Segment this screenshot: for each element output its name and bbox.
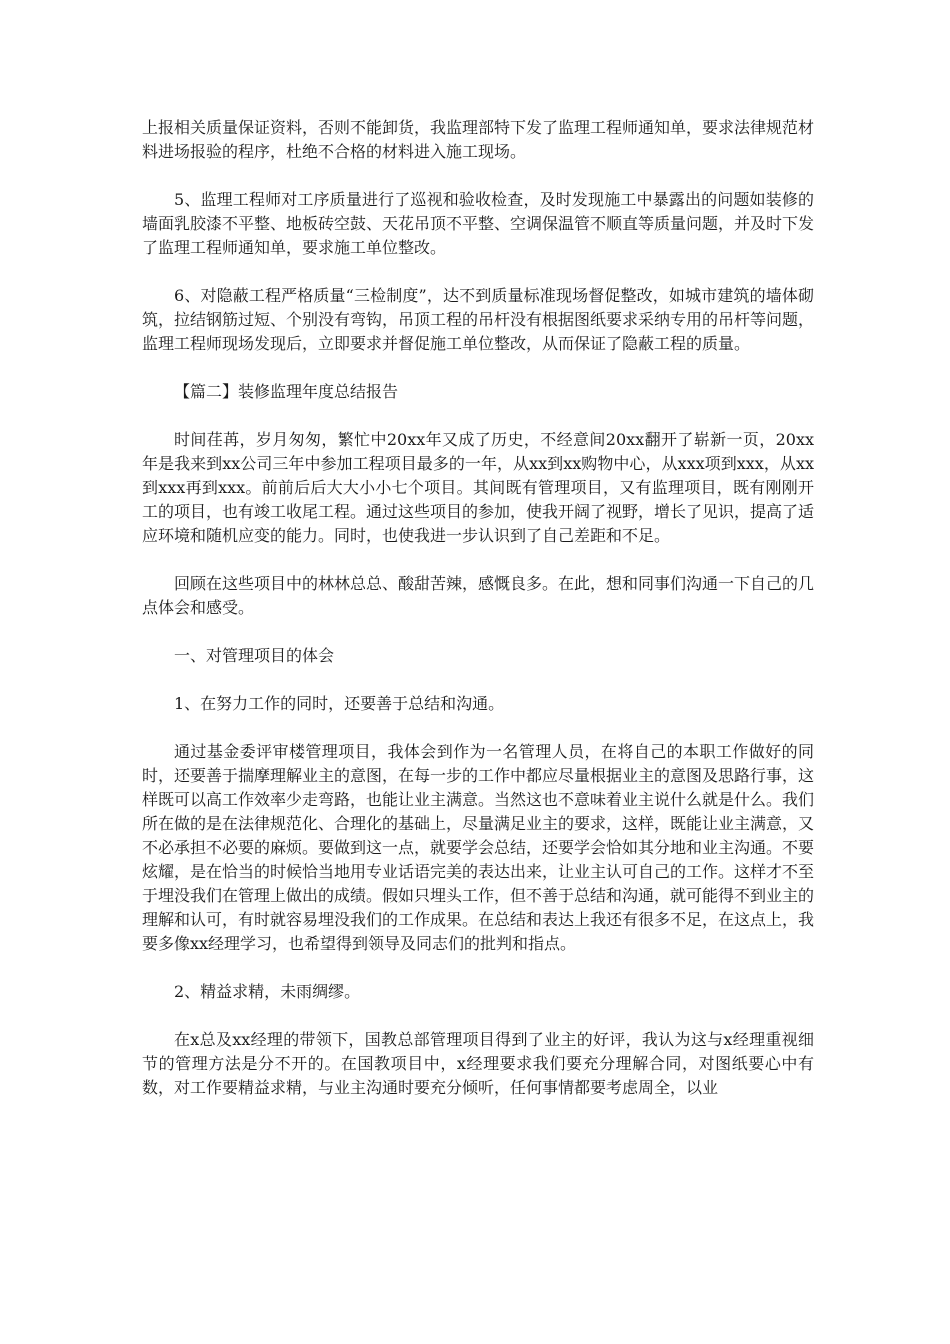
subheading-management: 一、对管理项目的体会 (174, 646, 335, 665)
paragraph-1: 上报相关质量保证资料，否则不能卸货，我监理部特下发了监理工程师通知单，要求法律规范材料进场报验的程序，杜绝不合格的材料进入施工现场。 (142, 118, 815, 161)
paragraph-intro: 时间荏苒，岁月匆匆，繁忙中20xx年又成了历史，不经意间20xx翻开了崭新一页，20xx年是我来到xx公司三年中参加工程项目最多的一年，从xx到xx购物中心，从xxx项到xxx，从xx到xxx再到xxx。前前后后大大小小七个项目。其间既有管理项目，又有监理项目，既有刚刚开工的项目，也有竣工收尾工程。通过这些项目的参加，使我开阔了视野，增长了见识，提高了适应环境和随机应变的能力。同时，也使我进一步认识到了自己差距和不足。 (142, 430, 815, 545)
paragraph-item-5: 5、监理工程师对工序质量进行了巡视和验收检查，及时发现施工中暴露出的问题如装修的墙面乳胶漆不平整、地板砖空鼓、天花吊顶不平整、空调保温管不顺直等质量问题，并及时下发了监理工程师通知单，要求施工单位整改。 (142, 190, 815, 257)
paragraph-item-6: 6、对隐蔽工程严格质量“三检制度”，达不到质量标准现场督促整改，如城市建筑的墙体砌筑，拉结钢筋过短、个别没有弯钩，吊顶工程的吊杆没有根据图纸要求采纳专用的吊杆等问题，监理工程师现场发现后，立即要求并督促施工单位整改，从而保证了隐蔽工程的质量。 (142, 286, 815, 353)
subheading-point-1: 1、在努力工作的同时，还要善于总结和沟通。 (174, 694, 505, 713)
paragraph-point-1-body: 通过基金委评审楼管理项目，我体会到作为一名管理人员，在将自己的本职工作做好的同时，还要善于揣摩理解业主的意图，在每一步的工作中都应尽量根据业主的意图及思路行事，这样既可以高工作效率少走弯路，也能让业主满意。当然这也不意味着业主说什么就是什么。我们所在做的是在法律规范化、合理化的基础上，尽量满足业主的要求，这样，既能让业主满意，又不必承担不必要的麻烦。要做到这一点，就要学会总结，还要学会恰如其分地和业主沟通。不要炫耀，是在恰当的时候恰当地用专业话语完美的表达出来，让业主认可自己的工作。这样才不至于埋没我们在管理上做出的成绩。假如只埋头工作，但不善于总结和沟通，就可能得不到业主的理解和认可，有时就容易埋没我们的工作成果。在总结和表达上我还有很多不足，在这点上，我要多像xx经理学习，也希望得到领导及同志们的批判和指点。 (142, 742, 815, 953)
subheading-point-2: 2、精益求精，未雨绸缪。 (174, 982, 361, 1001)
paragraph-point-2-body: 在x总及xx经理的带领下，国教总部管理项目得到了业主的好评，我认为这与x经理重视细节的管理方法是分不开的。在国教项目中，x经理要求我们要充分理解合同，对图纸要心中有数，对工作要精益求精，与业主沟通时要充分倾听，任何事情都要考虑周全，以业 (142, 1030, 814, 1097)
section-heading: 【篇二】装修监理年度总结报告 (174, 382, 399, 401)
paragraph-review: 回顾在这些项目中的林林总总、酸甜苦辣，感慨良多。在此，想和同事们沟通一下自己的几点体会和感受。 (142, 574, 815, 617)
document-page (142, 116, 814, 1124)
